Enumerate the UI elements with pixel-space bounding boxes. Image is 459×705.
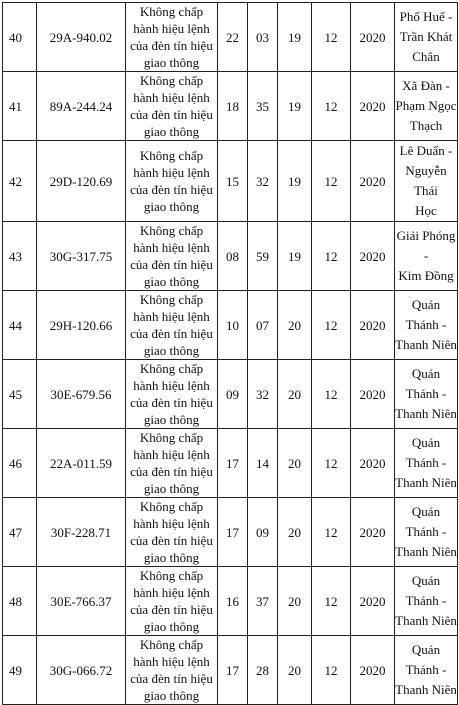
violation-description [126, 636, 218, 705]
row-number: 40 [3, 3, 37, 72]
violation-description-line: của đèn tín hiệu [130, 326, 213, 341]
hour-cell: 08 [218, 222, 248, 291]
violation-description-line: Không chấp [139, 361, 204, 376]
plate-number: 30E-766.37 [37, 567, 126, 636]
location-cell-line: Thanh Niên [395, 682, 457, 697]
location-cell-line: Thanh Niên [395, 406, 457, 421]
location-cell-line: Trần Khát [399, 29, 453, 44]
minute-cell: 35 [248, 72, 278, 141]
month-cell: 12 [312, 636, 351, 705]
violation-description-line: giao thông [143, 55, 200, 70]
location-cell [395, 567, 458, 636]
month-cell: 12 [312, 72, 351, 141]
violations-table [2, 2, 458, 705]
hour-cell: 17 [218, 498, 248, 567]
hour-cell: 15 [218, 141, 248, 222]
violation-description-line: hành hiệu lệnh [133, 165, 210, 180]
row-number: 43 [3, 222, 37, 291]
year-cell: 2020 [351, 360, 395, 429]
violation-description-line: của đèn tín hiệu [130, 533, 213, 548]
violation-description-line: giao thông [143, 619, 200, 634]
violation-description-line: giao thông [143, 481, 200, 496]
row-number: 47 [3, 498, 37, 567]
violation-description-line: giao thông [143, 412, 200, 427]
violation-description-line: hành hiệu lệnh [133, 240, 210, 255]
month-cell: 12 [312, 141, 351, 222]
day-cell: 20 [278, 360, 312, 429]
violation-description-line: Không chấp [139, 568, 204, 583]
month-cell: 12 [312, 291, 351, 360]
row-number: 48 [3, 567, 37, 636]
location-cell-line: Quán Thánh - [405, 504, 447, 539]
location-cell-line: Thanh Niên [395, 613, 457, 628]
day-cell: 19 [278, 3, 312, 72]
hour-cell: 18 [218, 72, 248, 141]
table-body [3, 3, 458, 705]
plate-number: 89A-244.24 [37, 72, 126, 141]
plate-number: 30F-228.71 [37, 498, 126, 567]
violation-description [126, 429, 218, 498]
month-cell: 12 [312, 498, 351, 567]
location-cell [395, 636, 458, 705]
location-cell-line: Kim Đồng [398, 268, 454, 283]
year-cell: 2020 [351, 498, 395, 567]
violation-description [126, 3, 218, 72]
minute-cell: 37 [248, 567, 278, 636]
minute-cell: 32 [248, 141, 278, 222]
year-cell: 2020 [351, 291, 395, 360]
violation-description-line: của đèn tín hiệu [130, 464, 213, 479]
violation-description-line: Không chấp [139, 499, 204, 514]
table-row [3, 636, 458, 705]
violation-description-line: của đèn tín hiệu [130, 182, 213, 197]
plate-number: 29D-120.69 [37, 141, 126, 222]
row-number: 45 [3, 360, 37, 429]
location-cell-line: Thanh Niên [395, 544, 457, 559]
location-cell-line: Quán Thánh - [405, 642, 447, 677]
day-cell: 19 [278, 141, 312, 222]
minute-cell: 07 [248, 291, 278, 360]
violation-description [126, 291, 218, 360]
location-cell-line: Chân [412, 49, 440, 64]
violation-description-line: của đèn tín hiệu [130, 38, 213, 53]
hour-cell: 22 [218, 3, 248, 72]
year-cell: 2020 [351, 141, 395, 222]
minute-cell: 03 [248, 3, 278, 72]
plate-number: 22A-011.59 [37, 429, 126, 498]
location-cell-line: Quán Thánh - [405, 297, 447, 332]
day-cell: 20 [278, 498, 312, 567]
day-cell: 19 [278, 72, 312, 141]
plate-number: 30G-317.75 [37, 222, 126, 291]
violation-description-line: của đèn tín hiệu [130, 107, 213, 122]
violation-description-line: Không chấp [139, 73, 204, 88]
location-cell [395, 498, 458, 567]
year-cell: 2020 [351, 72, 395, 141]
violation-description-line: giao thông [143, 124, 200, 139]
location-cell [395, 141, 458, 222]
year-cell: 2020 [351, 567, 395, 636]
violation-description-line: của đèn tín hiệu [130, 671, 213, 686]
hour-cell: 17 [218, 429, 248, 498]
location-cell-line: Thanh Niên [395, 337, 457, 352]
location-cell [395, 3, 458, 72]
violation-description [126, 360, 218, 429]
violation-description-line: Không chấp [139, 4, 204, 19]
month-cell: 12 [312, 429, 351, 498]
row-number: 41 [3, 72, 37, 141]
violation-description-line: hành hiệu lệnh [133, 516, 210, 531]
location-cell-line: Giải Phóng - [396, 228, 456, 263]
location-cell-line: Phố Huế - [399, 9, 453, 24]
location-cell-line: Học [415, 203, 437, 218]
row-number: 46 [3, 429, 37, 498]
location-cell-line: Quán Thánh - [405, 366, 447, 401]
year-cell: 2020 [351, 429, 395, 498]
table-row [3, 360, 458, 429]
row-number: 44 [3, 291, 37, 360]
table-row [3, 222, 458, 291]
location-cell [395, 291, 458, 360]
minute-cell: 09 [248, 498, 278, 567]
row-number: 42 [3, 141, 37, 222]
violation-description [126, 222, 218, 291]
violation-description-line: giao thông [143, 343, 200, 358]
violation-description-line: Không chấp [139, 430, 204, 445]
minute-cell: 32 [248, 360, 278, 429]
violation-description-line: Không chấp [139, 223, 204, 238]
day-cell: 19 [278, 222, 312, 291]
row-number: 49 [3, 636, 37, 705]
violation-description-line: của đèn tín hiệu [130, 602, 213, 617]
month-cell: 12 [312, 3, 351, 72]
violation-description-line: hành hiệu lệnh [133, 654, 210, 669]
plate-number: 30G-066.72 [37, 636, 126, 705]
month-cell: 12 [312, 567, 351, 636]
table-row [3, 498, 458, 567]
month-cell: 12 [312, 222, 351, 291]
violation-description-line: Không chấp [139, 148, 204, 163]
violation-description [126, 72, 218, 141]
year-cell: 2020 [351, 3, 395, 72]
table-row [3, 3, 458, 72]
table-row [3, 567, 458, 636]
location-cell [395, 222, 458, 291]
violation-description [126, 567, 218, 636]
location-cell-line: Lê Duẩn - [399, 143, 453, 158]
location-cell-line: Thanh Niên [395, 475, 457, 490]
location-cell [395, 360, 458, 429]
violation-description-line: của đèn tín hiệu [130, 395, 213, 410]
violation-description-line: Không chấp [139, 292, 204, 307]
minute-cell: 59 [248, 222, 278, 291]
hour-cell: 16 [218, 567, 248, 636]
violation-description-line: giao thông [143, 688, 200, 703]
violation-description-line: hành hiệu lệnh [133, 378, 210, 393]
table-row [3, 291, 458, 360]
year-cell: 2020 [351, 636, 395, 705]
location-cell [395, 72, 458, 141]
hour-cell: 17 [218, 636, 248, 705]
plate-number: 29H-120.66 [37, 291, 126, 360]
hour-cell: 09 [218, 360, 248, 429]
location-cell-line: Phạm Ngọc [395, 98, 457, 113]
plate-number: 30E-679.56 [37, 360, 126, 429]
violation-description-line: hành hiệu lệnh [133, 21, 210, 36]
minute-cell: 14 [248, 429, 278, 498]
location-cell-line: Quán Thánh - [405, 435, 447, 470]
table-row [3, 429, 458, 498]
violation-description-line: của đèn tín hiệu [130, 257, 213, 272]
table-row [3, 141, 458, 222]
location-cell-line: Thạch [409, 118, 443, 133]
violation-description-line: hành hiệu lệnh [133, 90, 210, 105]
violation-description-line: giao thông [143, 550, 200, 565]
violation-description [126, 498, 218, 567]
day-cell: 20 [278, 567, 312, 636]
violation-description-line: Không chấp [139, 637, 204, 652]
violation-description [126, 141, 218, 222]
location-cell [395, 429, 458, 498]
plate-number: 29A-940.02 [37, 3, 126, 72]
violation-description-line: hành hiệu lệnh [133, 585, 210, 600]
location-cell-line: Quán Thánh - [405, 573, 447, 608]
month-cell: 12 [312, 360, 351, 429]
location-cell-line: Xã Đàn - [402, 78, 450, 93]
table-row [3, 72, 458, 141]
violation-description-line: giao thông [143, 199, 200, 214]
violation-description-line: hành hiệu lệnh [133, 447, 210, 462]
hour-cell: 10 [218, 291, 248, 360]
violation-description-line: giao thông [143, 274, 200, 289]
year-cell: 2020 [351, 222, 395, 291]
violation-description-line: hành hiệu lệnh [133, 309, 210, 324]
location-cell-line: Nguyễn Thái [405, 163, 447, 198]
day-cell: 20 [278, 636, 312, 705]
day-cell: 20 [278, 429, 312, 498]
day-cell: 20 [278, 291, 312, 360]
minute-cell: 28 [248, 636, 278, 705]
